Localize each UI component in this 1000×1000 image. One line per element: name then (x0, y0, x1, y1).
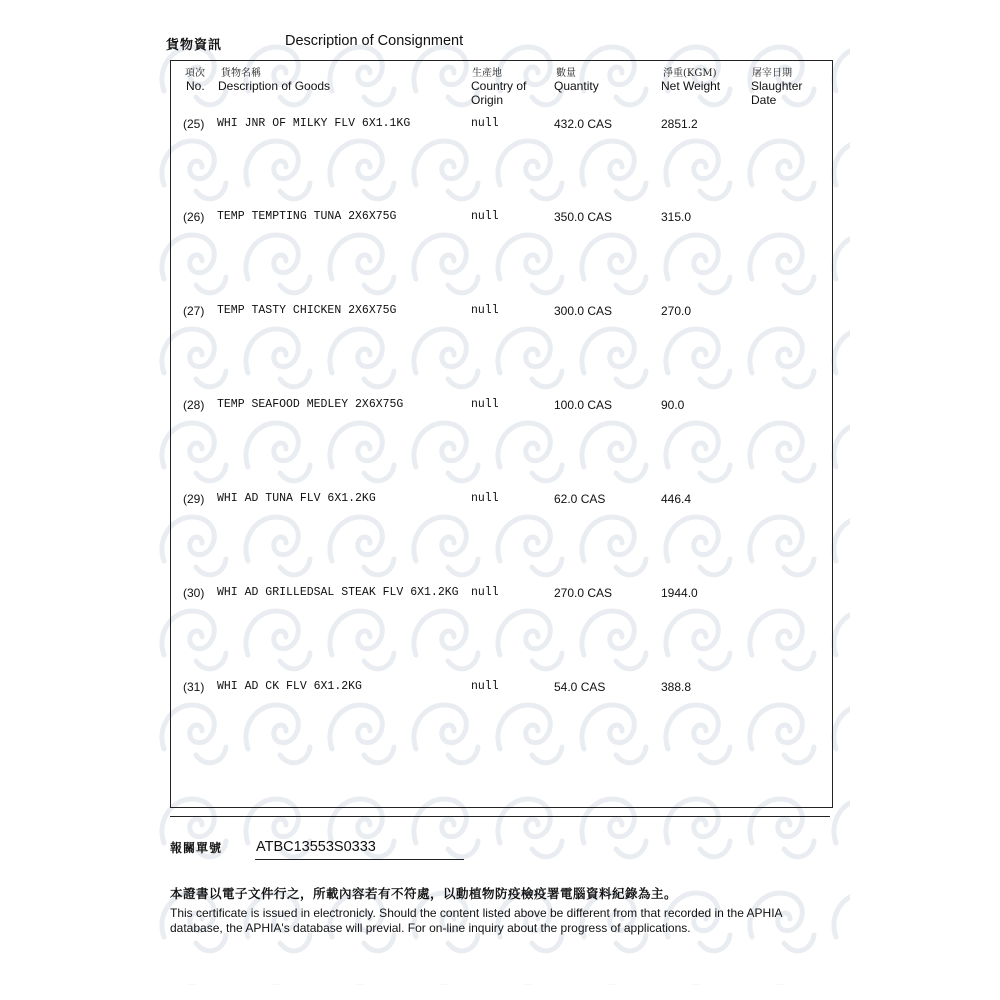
row-net-weight: 1944.0 (661, 586, 698, 600)
row-description: WHI AD TUNA FLV 6X1.2KG (217, 492, 376, 505)
row-net-weight: 388.8 (661, 680, 692, 694)
row-origin: null (471, 398, 499, 411)
row-origin: null (471, 304, 499, 317)
row-origin: null (471, 680, 499, 693)
row-no: (25) (183, 117, 205, 131)
row-quantity: 270.0 CAS (554, 586, 613, 600)
row-net-weight: 2851.2 (661, 117, 698, 131)
row-no: (31) (183, 680, 205, 694)
row-net-weight: 90.0 (661, 398, 685, 412)
certificate-note-zh: 本證書以電子文件行之，所載內容若有不符處，以動植物防疫檢疫署電腦資料紀錄為主。 (170, 886, 678, 901)
row-origin: null (471, 586, 499, 599)
table-row (0, 210, 1000, 230)
section-divider (170, 816, 830, 817)
row-no: (27) (183, 304, 205, 318)
header-quantity-zh: 數量 (556, 68, 576, 79)
table-row (0, 586, 1000, 606)
row-description: WHI AD CK FLV 6X1.2KG (217, 680, 362, 693)
row-description: TEMP TEMPTING TUNA 2X6X75G (217, 210, 397, 223)
row-no: (28) (183, 398, 205, 412)
row-quantity: 100.0 CAS (554, 398, 613, 412)
declaration-label: 報關單號 (170, 841, 223, 855)
section-title-zh: 貨物資訊 (166, 38, 223, 53)
row-quantity: 54.0 CAS (554, 680, 606, 694)
header-slaughter-en: Slaughter Date (751, 79, 803, 107)
declaration-underline (255, 859, 464, 860)
row-quantity: 62.0 CAS (554, 492, 606, 506)
row-origin: null (471, 492, 499, 505)
header-slaughter-zh: 屠宰日期 (752, 68, 792, 79)
table-row (0, 398, 1000, 418)
row-origin: null (471, 210, 499, 223)
header-origin-en: Country of Origin (471, 79, 527, 107)
header-quantity-en: Quantity (554, 79, 599, 93)
table-row (0, 304, 1000, 324)
row-no: (26) (183, 210, 205, 224)
header-net-weight-zh: 淨重(KGM) (663, 68, 717, 79)
row-net-weight: 446.4 (661, 492, 692, 506)
row-quantity: 350.0 CAS (554, 210, 613, 224)
header-no-zh: 項次 (185, 68, 205, 79)
header-net-weight-en: Net Weight (661, 79, 721, 93)
table-row (0, 117, 1000, 137)
row-no: (30) (183, 586, 205, 600)
table-row (0, 680, 1000, 700)
row-description: WHI JNR OF MILKY FLV 6X1.1KG (217, 117, 411, 130)
header-origin-zh: 生產地 (472, 68, 502, 79)
header-no-en: No. (186, 79, 205, 93)
header-description-zh: 貨物名稱 (221, 68, 261, 79)
row-description: TEMP SEAFOOD MEDLEY 2X6X75G (217, 398, 404, 411)
row-description: WHI AD GRILLEDSAL STEAK FLV 6X1.2KG (217, 586, 459, 599)
declaration-number: ATBC13553S0333 (256, 839, 376, 855)
row-origin: null (471, 117, 499, 130)
table-row (0, 492, 1000, 512)
row-net-weight: 315.0 (661, 210, 692, 224)
section-title-en: Description of Consignment (285, 33, 464, 49)
certificate-note-en: This certificate is issued in electronicly. Should the content listed above be different from that recorded in the APHIA database, the APHIA's database will previal. For on-line inquiry about the progress of applications. (170, 906, 782, 935)
row-quantity: 432.0 CAS (554, 117, 613, 131)
row-no: (29) (183, 492, 205, 506)
row-quantity: 300.0 CAS (554, 304, 613, 318)
row-net-weight: 270.0 (661, 304, 692, 318)
header-description-en: Description of Goods (218, 79, 331, 93)
row-description: TEMP TASTY CHICKEN 2X6X75G (217, 304, 397, 317)
